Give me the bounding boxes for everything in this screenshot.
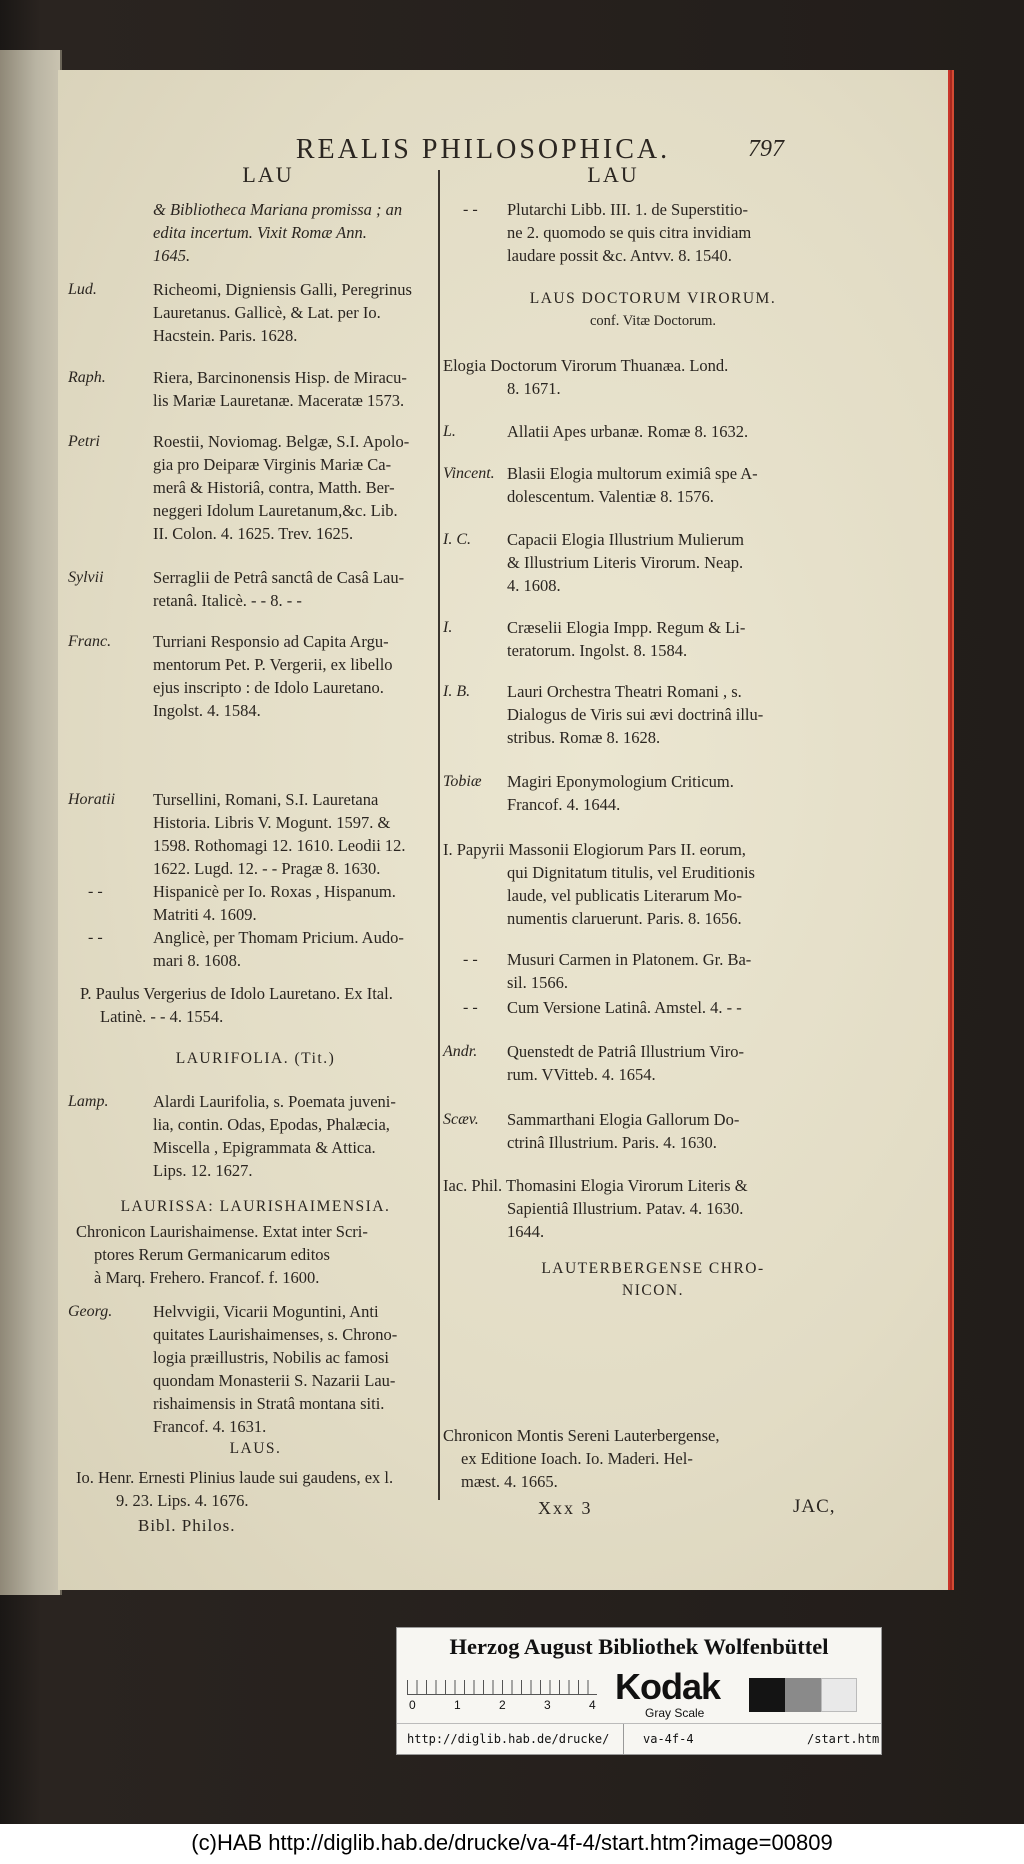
entry-text (507, 616, 867, 662)
text-line: Roestii, Noviomag. Belgæ, S.I. Apolo- (153, 432, 410, 451)
text-line: Francof. 4. 1644. (507, 795, 621, 814)
heading-laus: LAUS. (229, 1440, 282, 1457)
text-line: & Bibliotheca Mariana promissa ; an (153, 200, 403, 219)
heading-subline: conf. Vitæ Doctorum. (589, 313, 717, 329)
divider (623, 1724, 624, 1754)
entry-label: - - (463, 201, 478, 218)
text-line: Dialogus de Viris sui ævi doctrinâ illu- (507, 705, 764, 724)
page-number: 797 (748, 136, 784, 162)
text-line: Matriti 4. 1609. (153, 905, 257, 924)
library-name: Herzog August Bibliothek Wolfenbüttel (449, 1634, 829, 1659)
text-line: Tursellini, Romani, S.I. Lauretana (153, 790, 379, 809)
entry-text (153, 1300, 443, 1438)
entry-text (153, 1090, 443, 1182)
text-line: quitates Laurishaimenses, s. Chrono- (153, 1325, 398, 1344)
text-line: Plutarchi Libb. III. 1. de Superstitio- (507, 200, 749, 219)
text-line: Chronicon Montis Sereni Lauterbergense, (443, 1426, 720, 1445)
entry-label: Sylvii (68, 569, 104, 586)
entry-text (153, 926, 443, 972)
text-line: Quenstedt de Patriâ Illustrium Viro- (507, 1042, 744, 1061)
text-line: edita incertum. Vixit Romæ Ann. (153, 223, 367, 242)
text-line: Io. Henr. Ernesti Plinius laude sui gaudens, ex l. (76, 1468, 394, 1487)
text-line: 4. 1608. (507, 576, 561, 595)
text-line: rishaimensis in Stratâ montana siti. (153, 1394, 385, 1413)
entry-label: I. (443, 619, 453, 636)
entry-label: - - (88, 883, 103, 900)
heading-laurifolia: LAURIFOLIA. (Tit.) (175, 1050, 336, 1067)
text-line: I. Papyrii Massonii Elogiorum Pars II. eorum, (443, 840, 746, 859)
entry-text (153, 366, 443, 412)
text-line: retanâ. Italicè. - - 8. - - (153, 591, 302, 610)
text-line: rum. VVitteb. 4. 1654. (507, 1065, 656, 1084)
text-line: ejus inscripto : de Idolo Lauretano. (153, 678, 384, 697)
entry-label: - - (88, 929, 103, 946)
text-line: 1644. (507, 1222, 545, 1241)
text-line: Musuri Carmen in Platonem. Gr. Ba- (507, 950, 752, 969)
footer-bar (0, 1824, 1024, 1864)
text-line: gia pro Deiparæ Virginis Mariæ Ca- (153, 455, 392, 474)
text-line: P. Paulus Vergerius de Idolo Lauretano. Ex Ital. (80, 984, 393, 1003)
text-line: Turriani Responsio ad Capita Argu- (153, 632, 389, 651)
text-line: Lips. 12. 1627. (153, 1161, 253, 1180)
left-intro (153, 198, 443, 267)
card-url: http://diglib.hab.de/drucke/ (407, 1732, 610, 1746)
ruler-number: 1 (454, 1698, 461, 1712)
text-line: quondam Monasterii S. Nazarii Lau- (153, 1371, 396, 1390)
heading-line: LAUTERBERGENSE CHRO- (541, 1260, 765, 1277)
entry-label: Petri (68, 433, 100, 450)
entry-text (153, 430, 443, 545)
entry-label: Lud. (68, 281, 97, 298)
text-line: Capacii Elogia Illustrium Mulierum (507, 530, 744, 549)
text-line: Hispanicè per Io. Roxas , Hispanum. (153, 882, 396, 901)
text-line: Magiri Eponymologium Criticum. (507, 772, 734, 791)
ruler-number: 3 (544, 1698, 551, 1712)
entry-vergerius (80, 982, 445, 1028)
entry-label: Tobiæ (443, 773, 482, 790)
entry-chronicon-laurishaimense (76, 1220, 446, 1289)
entry-label: Raph. (68, 369, 106, 386)
entry-ernesti (76, 1466, 446, 1512)
ruler (407, 1668, 597, 1695)
entry-massonii (443, 838, 873, 930)
card-start-page: /start.htm (807, 1732, 880, 1746)
page-header (58, 134, 948, 174)
text-line: ptores Rerum Germanicarum editos (94, 1245, 330, 1264)
entry-thomasini (443, 1174, 873, 1243)
text-line: Lauretanus. Gallicè, & Lat. per Io. (153, 303, 381, 322)
text-line: numentis claruerunt. Paris. 8. 1656. (507, 909, 742, 928)
gray-swatch-light (821, 1678, 857, 1712)
entry-label: L. (443, 423, 456, 440)
entry-text (507, 1040, 867, 1086)
left-column-head: LAU (242, 162, 294, 187)
entry-text (507, 1108, 867, 1154)
text-line: Iac. Phil. Thomasini Elogia Virorum Literis & (443, 1176, 748, 1195)
text-line: Alardi Laurifolia, s. Poemata juveni- (153, 1092, 396, 1111)
gray-swatch-mid (785, 1678, 821, 1712)
text-line: laudare possit &c. Antvv. 8. 1540. (507, 246, 732, 265)
ruler-number: 0 (409, 1698, 416, 1712)
text-line: neggeri Idolum Lauretanum,&c. Lib. (153, 501, 398, 520)
entry-lauterbergense (443, 1424, 863, 1493)
entry-text (153, 278, 443, 347)
text-line: Miscella , Epigrammata & Attica. (153, 1138, 376, 1157)
footer-link[interactable]: (c)HAB http://diglib.hab.de/drucke/va-4f-4/start.htm?image=00809 (191, 1830, 833, 1855)
text-line: ex Editione Ioach. Io. Maderi. Hel- (461, 1449, 693, 1468)
card-url-row (397, 1723, 881, 1754)
text-line: Blasii Elogia multorum eximiâ spe A- (507, 464, 758, 483)
text-line: ctrinâ Illustrium. Paris. 4. 1630. (507, 1133, 717, 1152)
signature-mark: Xxx 3 (538, 1498, 593, 1518)
entry-text (507, 948, 867, 994)
text-line: mæst. 4. 1665. (461, 1472, 558, 1491)
gray-scale-label: Gray Scale (645, 1706, 705, 1720)
text-line: Francof. 4. 1631. (153, 1417, 267, 1436)
text-line: dolescentum. Valentiæ 8. 1576. (507, 487, 714, 506)
entry-label: Horatii (68, 791, 116, 808)
right-column-head: LAU (587, 162, 639, 187)
text-line: merâ & Historiâ, contra, Matth. Ber- (153, 478, 395, 497)
heading-laurissa: LAURISSA: LAURISHAIMENSIA. (120, 1198, 391, 1215)
entry-text (507, 420, 867, 443)
heading-lauterbergense (443, 1258, 863, 1302)
heading-laus-doctorum (443, 288, 863, 332)
text-line: Sammarthani Elogia Gallorum Do- (507, 1110, 740, 1129)
book-page (58, 70, 948, 1590)
catchword: JAC, (793, 1496, 836, 1517)
text-line: laude, vel publicatis Literarum Mo- (507, 886, 743, 905)
library-label-card (396, 1627, 882, 1755)
text-line: Helvvigii, Vicarii Moguntini, Anti (153, 1302, 379, 1321)
text-line: Historia. Libris V. Mogunt. 1597. & (153, 813, 391, 832)
text-line: 9. 23. Lips. 4. 1676. (116, 1491, 249, 1510)
text-line: ne 2. quomodo se quis citra invidiam (507, 223, 752, 242)
entry-label: Franc. (68, 633, 112, 650)
entry-label: Lamp. (68, 1093, 109, 1110)
text-line: 1598. Rothomagi 12. 1610. Leodii 12. (153, 836, 406, 855)
text-line: Latinè. - - 4. 1554. (100, 1007, 224, 1026)
text-line: Elogia Doctorum Virorum Thuanæa. Lond. (443, 356, 729, 375)
text-line: Lauri Orchestra Theatri Romani , s. (507, 682, 742, 701)
text-line: lia, contin. Odas, Epodas, Phalæcia, (153, 1115, 390, 1134)
entry-label: Vincent. (443, 465, 495, 482)
entry-text (507, 680, 867, 749)
text-line: teratorum. Ingolst. 8. 1584. (507, 641, 688, 660)
entry-text (153, 630, 443, 722)
card-signature: va-4f-4 (643, 1732, 694, 1746)
text-line: Serraglii de Petrâ sanctâ de Casâ Lau- (153, 568, 405, 587)
entry-label: I. C. (443, 531, 471, 548)
heading-line: NICON. (622, 1282, 684, 1299)
text-line: Cum Versione Latinâ. Amstel. 4. - - (507, 998, 742, 1017)
text-line: stribus. Romæ 8. 1628. (507, 728, 661, 747)
text-line: sil. 1566. (507, 973, 568, 992)
entry-label: - - (463, 999, 478, 1016)
text-line: 1622. Lugd. 12. - - Pragæ 8. 1630. (153, 859, 381, 878)
entry-text (507, 996, 867, 1019)
text-line: logia præillustris, Nobilis ac famosi (153, 1348, 390, 1367)
text-line: Allatii Apes urbanæ. Romæ 8. 1632. (507, 422, 749, 441)
entry-text (507, 198, 867, 267)
running-title: REALIS PHILOSOPHICA. (295, 134, 671, 165)
text-line: lis Mariæ Lauretanæ. Maceratæ 1573. (153, 391, 405, 410)
text-line: Cræselii Elogia Impp. Regum & Li- (507, 618, 746, 637)
text-line: Hacstein. Paris. 1628. (153, 326, 298, 345)
text-line: Anglicè, per Thomam Pricium. Audo- (153, 928, 404, 947)
text-line: mari 8. 1608. (153, 951, 241, 970)
text-line: 1645. (153, 246, 191, 265)
heading-line: LAUS DOCTORUM VIRORUM. (529, 290, 777, 307)
kodak-logo: Kodak (615, 1666, 721, 1707)
entry-label: Scæv. (443, 1111, 479, 1128)
entry-label: I. B. (443, 683, 471, 700)
text-line: mentorum Pet. P. Vergerii, ex libello (153, 655, 393, 674)
ruler-number: 4 (589, 1698, 596, 1712)
text-line: Chronicon Laurishaimense. Extat inter Scri- (76, 1222, 368, 1241)
entry-text (507, 770, 867, 816)
entry-text (153, 788, 443, 880)
text-line: Sapientiâ Illustrium. Patav. 4. 1630. (507, 1199, 744, 1218)
text-line: Ingolst. 4. 1584. (153, 701, 261, 720)
text-line: II. Colon. 4. 1625. Trev. 1625. (153, 524, 354, 543)
text-line: Richeomi, Digniensis Galli, Peregrinus (153, 280, 412, 299)
ruler-number: 2 (499, 1698, 506, 1712)
entry-label: Andr. (443, 1043, 478, 1060)
signature-bibl-philos: Bibl. Philos. (138, 1516, 236, 1535)
entry-label: Georg. (68, 1303, 113, 1320)
entry-label: - - (463, 951, 478, 968)
gray-swatch-black (749, 1678, 785, 1712)
text-line: Riera, Barcinonensis Hisp. de Miracu- (153, 368, 407, 387)
entry-elogia-thuanaea (443, 354, 863, 400)
entry-text (507, 462, 867, 508)
entry-text (153, 880, 443, 926)
text-line: à Marq. Frehero. Francof. f. 1600. (94, 1268, 320, 1287)
text-line: 8. 1671. (507, 379, 561, 398)
left-page-edge (0, 50, 62, 1595)
entry-text (153, 566, 443, 612)
text-line: qui Dignitatum titulis, vel Eruditionis (507, 863, 755, 882)
entry-text (507, 528, 867, 597)
text-line: & Illustrium Literis Virorum. Neap. (507, 553, 744, 572)
